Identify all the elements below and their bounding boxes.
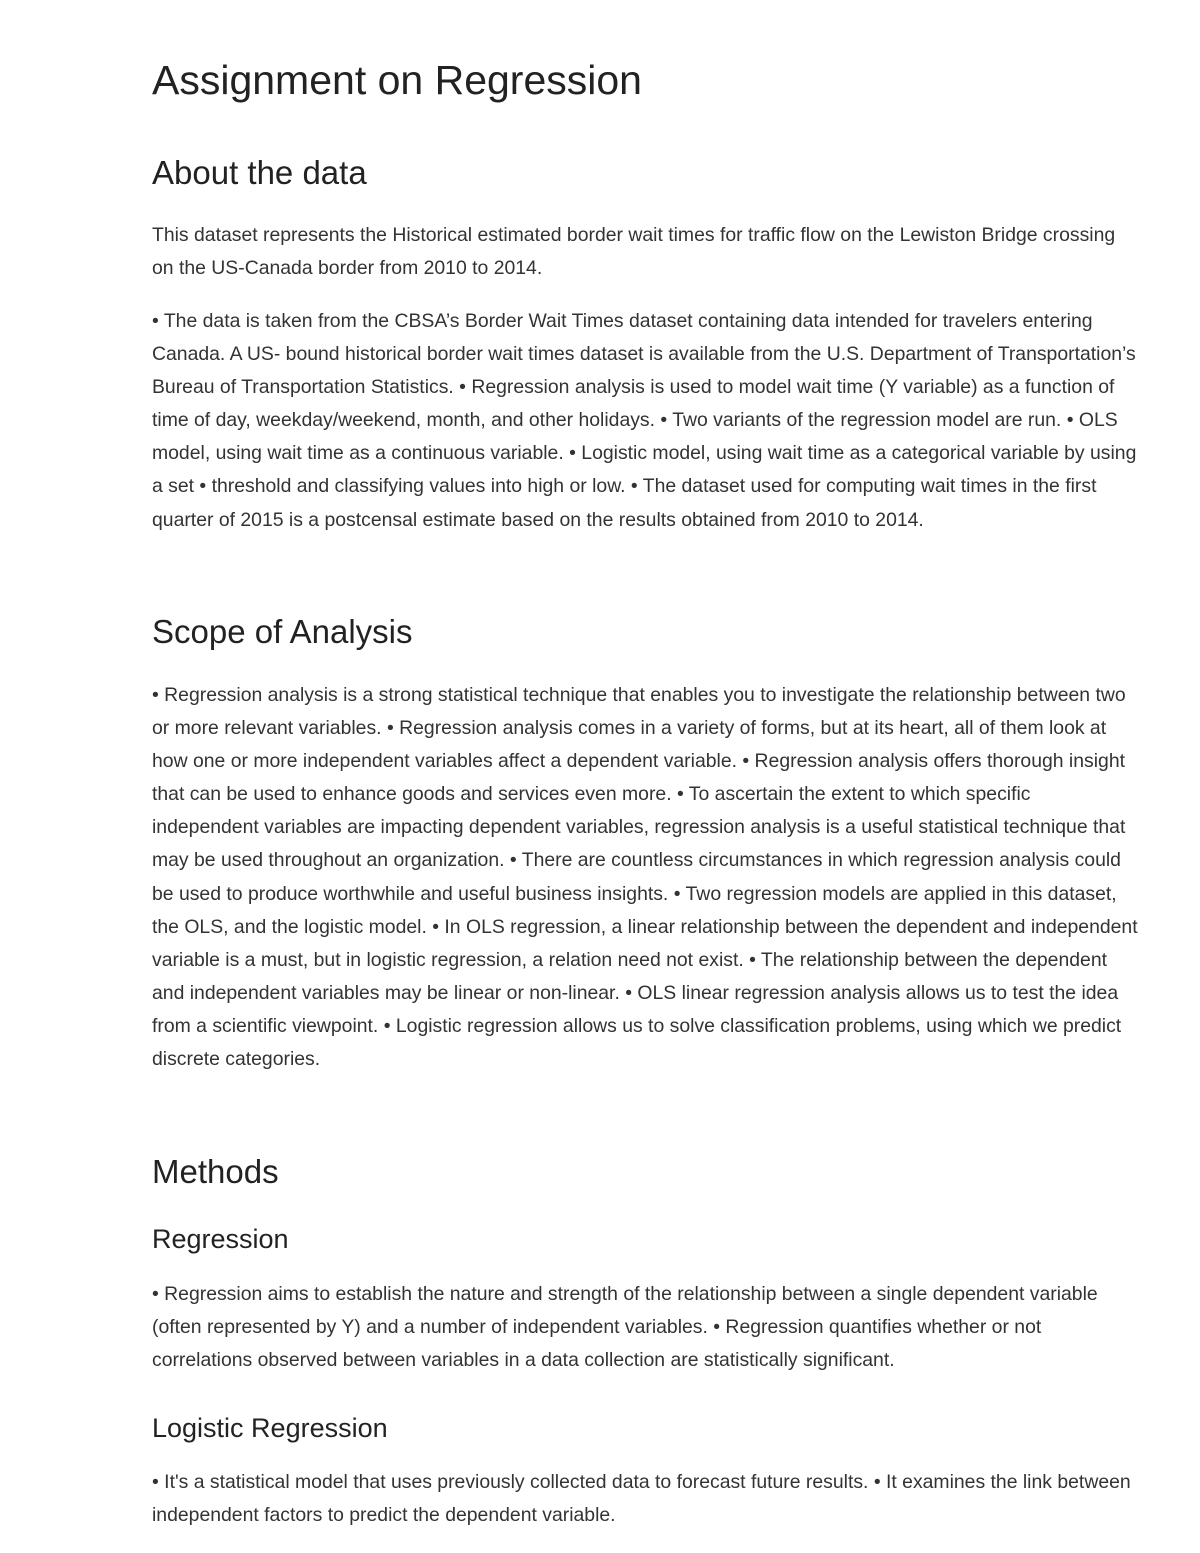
- regression-paragraph: • Regression aims to establish the nature and strength of the relationship between a single dependent variable (often represented by Y) and a number of independent variables. • Regression quantifies whether or not correlations observed between variables in a data collection are statistically significant.: [152, 1283, 1098, 1372]
- about-paragraph-2: • The data is taken from the CBSA’s Border Wait Times dataset containing data intended for travelers entering Canada. A US- bound historical border wait times dataset is available from the U.S. Department of Transportation’s Bureau of Transportation Statistics. • Regression analysis is used to model wait time (Y variable) as a function of time of day, weekday/weekend, month, and other holidays. • Two variants of the regression model are run. • OLS model, using wait time as a continuous variable. • Logistic model, using wait time as a categorical variable by using a set • threshold and classifying values into high or low. • The dataset used for computing wait times in the first quarter of 2015 is a postcensal estimate based on the results obtained from 2010 to 2014.: [152, 310, 1137, 531]
- subsection-heading-logistic: Logistic Regression: [152, 1413, 388, 1443]
- section-heading-about: About the data: [152, 154, 367, 191]
- section-heading-scope: Scope of Analysis: [152, 613, 413, 650]
- logistic-paragraph: • It's a statistical model that uses previously collected data to forecast future results. • It examines the link between independent factors to predict the dependent variable.: [152, 1471, 1131, 1527]
- page-title: Assignment on Regression: [152, 57, 642, 103]
- about-paragraph-1: This dataset represents the Historical estimated border wait times for traffic flow on the Lewiston Bridge crossing on the US-Canada border from 2010 to 2014.: [152, 224, 1116, 280]
- scope-paragraph: • Regression analysis is a strong statistical technique that enables you to investigate the relationship between two or more relevant variables. • Regression analysis comes in a variety of forms, but at its heart, all of them look at how one or more independent variables affect a dependent variable. • Regression analysis offers thorough insight that can be used to enhance goods and services even more. • To ascertain the extent to which specific independent variables are impacting dependent variables, regression analysis is a useful statistical technique that may be used throughout an organization. • There are countless circumstances in which regression analysis could be used to produce worthwhile and useful business insights. • Two regression models are applied in this dataset, the OLS, and the logistic model. • In OLS regression, a linear relationship between the dependent and independent variable is a must, but in logistic regression, a relation need not exist. • The relationship between the dependent and independent variables may be linear or non-linear. • OLS linear regression analysis allows us to test the idea from a scientific viewpoint. • Logistic regression allows us to solve classification problems, using which we predict discrete categories.: [152, 684, 1138, 1071]
- subsection-heading-regression: Regression: [152, 1224, 289, 1254]
- section-heading-methods: Methods: [152, 1153, 279, 1190]
